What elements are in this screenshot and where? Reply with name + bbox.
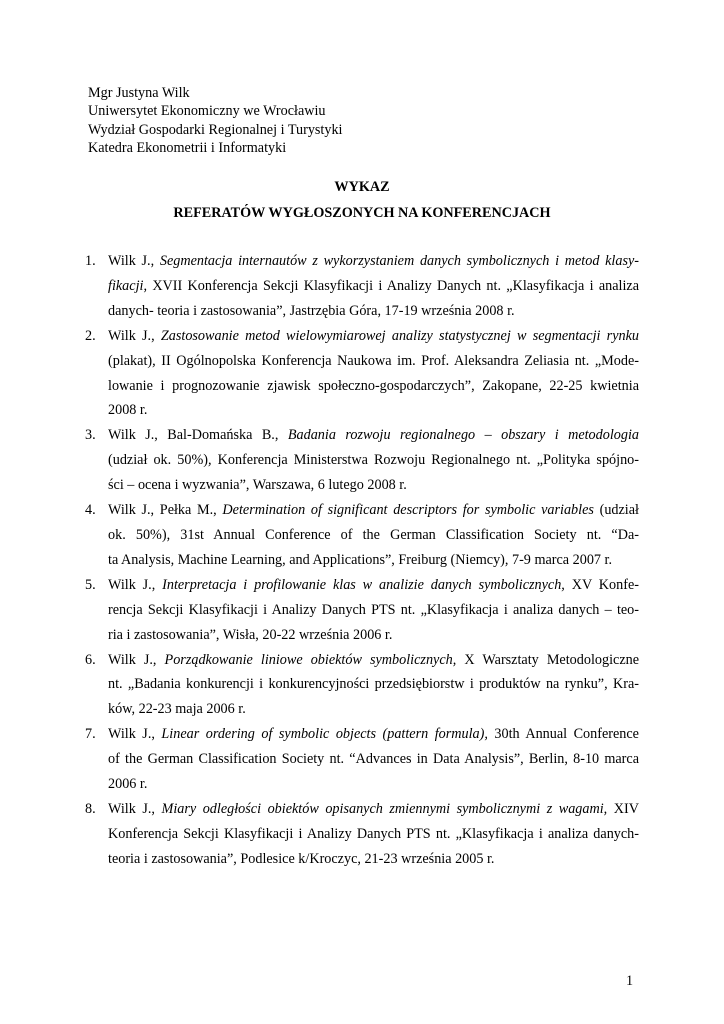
text-segment: danych- teoria i zastosowania”, Jastrzębia Góra, 17-19 września 2008 r. xyxy=(108,302,515,319)
text-segment: Konferencja Sekcji Klasyfikacji i Analizy Danych PTS nt. „Klasyfikacja i analiza danych- xyxy=(108,825,639,842)
item-text-line xyxy=(108,623,639,648)
item-text-line xyxy=(108,847,639,872)
item-text-line xyxy=(108,398,639,423)
italic-title-segment: , xyxy=(208,452,212,469)
item-text-line xyxy=(108,548,639,573)
list-item xyxy=(85,797,639,872)
italic-title-segment: Porządkowanie liniowe obiektów symbolicznych, xyxy=(164,651,457,668)
italic-title-segment: fikacji, xyxy=(108,277,148,294)
text-segment: Konferencja Ministerstwa Rozwoju Regionalnego nt. „Polityka spójno- xyxy=(211,452,639,469)
item-text-line xyxy=(108,747,639,772)
item-text-line xyxy=(108,697,639,722)
item-text-line xyxy=(108,299,639,324)
item-number: 3. xyxy=(85,427,96,444)
item-number: 4. xyxy=(85,502,96,519)
text-segment: Wilk J., xyxy=(108,576,163,593)
text-segment: Wilk J., Pełka M., xyxy=(108,502,223,519)
text-segment: Wilk J., xyxy=(108,726,162,743)
text-segment: 2006 r. xyxy=(108,776,148,793)
item-number: 6. xyxy=(85,651,96,668)
text-segment: ków, 22-23 maja 2006 r. xyxy=(108,701,246,718)
text-segment: 2008 r. xyxy=(108,402,148,419)
text-segment: XIV xyxy=(607,800,639,817)
item-text-line xyxy=(108,598,639,623)
item-text-line xyxy=(108,423,639,448)
italic-title-segment: Interpretacja i profilowanie klas w analizie danych symbolicznych, xyxy=(162,576,565,593)
item-text-line xyxy=(108,249,639,274)
text-segment: Wilk J., Bal-Domańska B., xyxy=(108,427,288,444)
item-number: 5. xyxy=(85,576,96,593)
text-segment: (plakat) xyxy=(108,352,153,369)
item-text-line xyxy=(108,822,639,847)
item-text-line xyxy=(108,448,639,473)
list-item xyxy=(85,722,639,797)
department-name: Katedra Ekonometrii i Informatyki xyxy=(88,140,287,157)
item-text-line xyxy=(108,797,639,822)
author-name: Mgr Justyna Wilk xyxy=(88,85,190,101)
text-segment: ści – ocena i wyzwania”, Warszawa, 6 lutego 2008 r. xyxy=(108,477,407,494)
text-segment: XVII Konferencja Sekcji Klasyfikacji i Analizy Danych nt. „Klasyfikacja i analiza xyxy=(147,277,639,294)
document-title: WYKAZ xyxy=(334,179,390,195)
text-segment: teoria i zastosowania”, Podlesice k/Kroczyc, 21-23 września 2005 r. xyxy=(108,850,495,867)
text-segment: nt. „Badania konkurencji i konkurencyjności przedsiębiorstw i produktów na rynku”, Kra- xyxy=(108,676,639,693)
item-number: 2. xyxy=(85,327,96,344)
item-number: 8. xyxy=(85,800,96,817)
document-subtitle: REFERATÓW WYGŁOSZONYCH NA KONFERENCJACH xyxy=(173,205,551,221)
text-segment: ok. 50%), 31st Annual Conference of the German Classification Society nt. “Da- xyxy=(108,526,639,543)
item-text-line xyxy=(108,573,639,598)
item-number: 1. xyxy=(85,253,96,269)
list-item xyxy=(85,573,639,648)
list-item xyxy=(85,498,639,573)
text-segment: ta Analysis, Machine Learning, and Applications”, Freiburg (Niemcy), 7-9 marca 2007 r. xyxy=(108,551,613,568)
text-segment: (udział xyxy=(593,502,639,519)
text-segment: of the German Classification Society nt. “Advances in Data Analysis”, Berlin, 8-10 marca xyxy=(108,751,639,768)
item-text-line xyxy=(108,722,639,747)
italic-title-segment: , xyxy=(152,352,156,369)
text-segment: Wilk J., xyxy=(108,651,165,668)
italic-title-segment: Linear ordering of symbolic objects (pattern formula), xyxy=(161,726,488,743)
references-list xyxy=(85,249,639,872)
list-item xyxy=(85,324,639,424)
author-header xyxy=(88,84,343,158)
italic-title-segment: Segmentacja internautów z wykorzystaniem danych symbolicznych i metod klasy- xyxy=(159,253,640,269)
page-number: 1 xyxy=(626,973,634,989)
italic-title-segment: Determination of significant descriptors for symbolic variables xyxy=(222,502,594,519)
faculty-name: Wydział Gospodarki Regionalnej i Turystyki xyxy=(88,121,343,138)
list-item xyxy=(85,249,639,324)
item-text-line xyxy=(108,374,639,399)
text-segment: XV Konfe- xyxy=(564,576,639,593)
item-text-line xyxy=(108,349,639,374)
text-segment: rencja Sekcji Klasyfikacji i Analizy Danych PTS nt. „Klasyfikacja i analiza danych – teo- xyxy=(108,601,639,618)
text-segment: ria i zastosowania”, Wisła, 20-22 września 2006 r. xyxy=(108,626,393,643)
item-text-line xyxy=(108,523,639,548)
item-text-line xyxy=(108,772,639,797)
text-segment: Wilk J., xyxy=(108,253,160,269)
item-text-line xyxy=(108,274,639,299)
text-segment: lowanie i prognozowanie zjawisk społeczno-gospodarczych”, Zakopane, 22-25 kwietnia xyxy=(108,377,639,394)
italic-title-segment: Badania rozwoju regionalnego – obszary i metodologia xyxy=(287,427,640,444)
text-segment: (udział ok. 50%) xyxy=(108,452,208,469)
item-text-line xyxy=(108,324,639,349)
text-segment: X Warsztaty Metodologiczne xyxy=(456,651,640,668)
list-item xyxy=(85,423,639,498)
text-segment: Wilk J., xyxy=(108,800,162,817)
item-text-line xyxy=(108,648,639,673)
item-text-line xyxy=(108,473,639,498)
text-segment: Wilk J., xyxy=(108,327,161,344)
text-segment: II Ogólnopolska Konferencja Naukowa im. Prof. Aleksandra Zeliasia nt. „Mode- xyxy=(155,352,639,369)
item-number: 7. xyxy=(85,726,96,743)
italic-title-segment: Zastosowanie metod wielowymiarowej analizy statystycznej w segmentacji rynku xyxy=(160,327,639,344)
item-text-line xyxy=(108,498,639,523)
text-segment: 30th Annual Conference xyxy=(487,726,639,743)
item-text-line xyxy=(108,672,639,697)
university-name: Uniwersytet Ekonomiczny we Wrocławiu xyxy=(88,103,326,120)
italic-title-segment: Miary odległości obiektów opisanych zmiennymi symbolicznymi z wagami, xyxy=(161,800,608,817)
list-item xyxy=(85,648,639,723)
